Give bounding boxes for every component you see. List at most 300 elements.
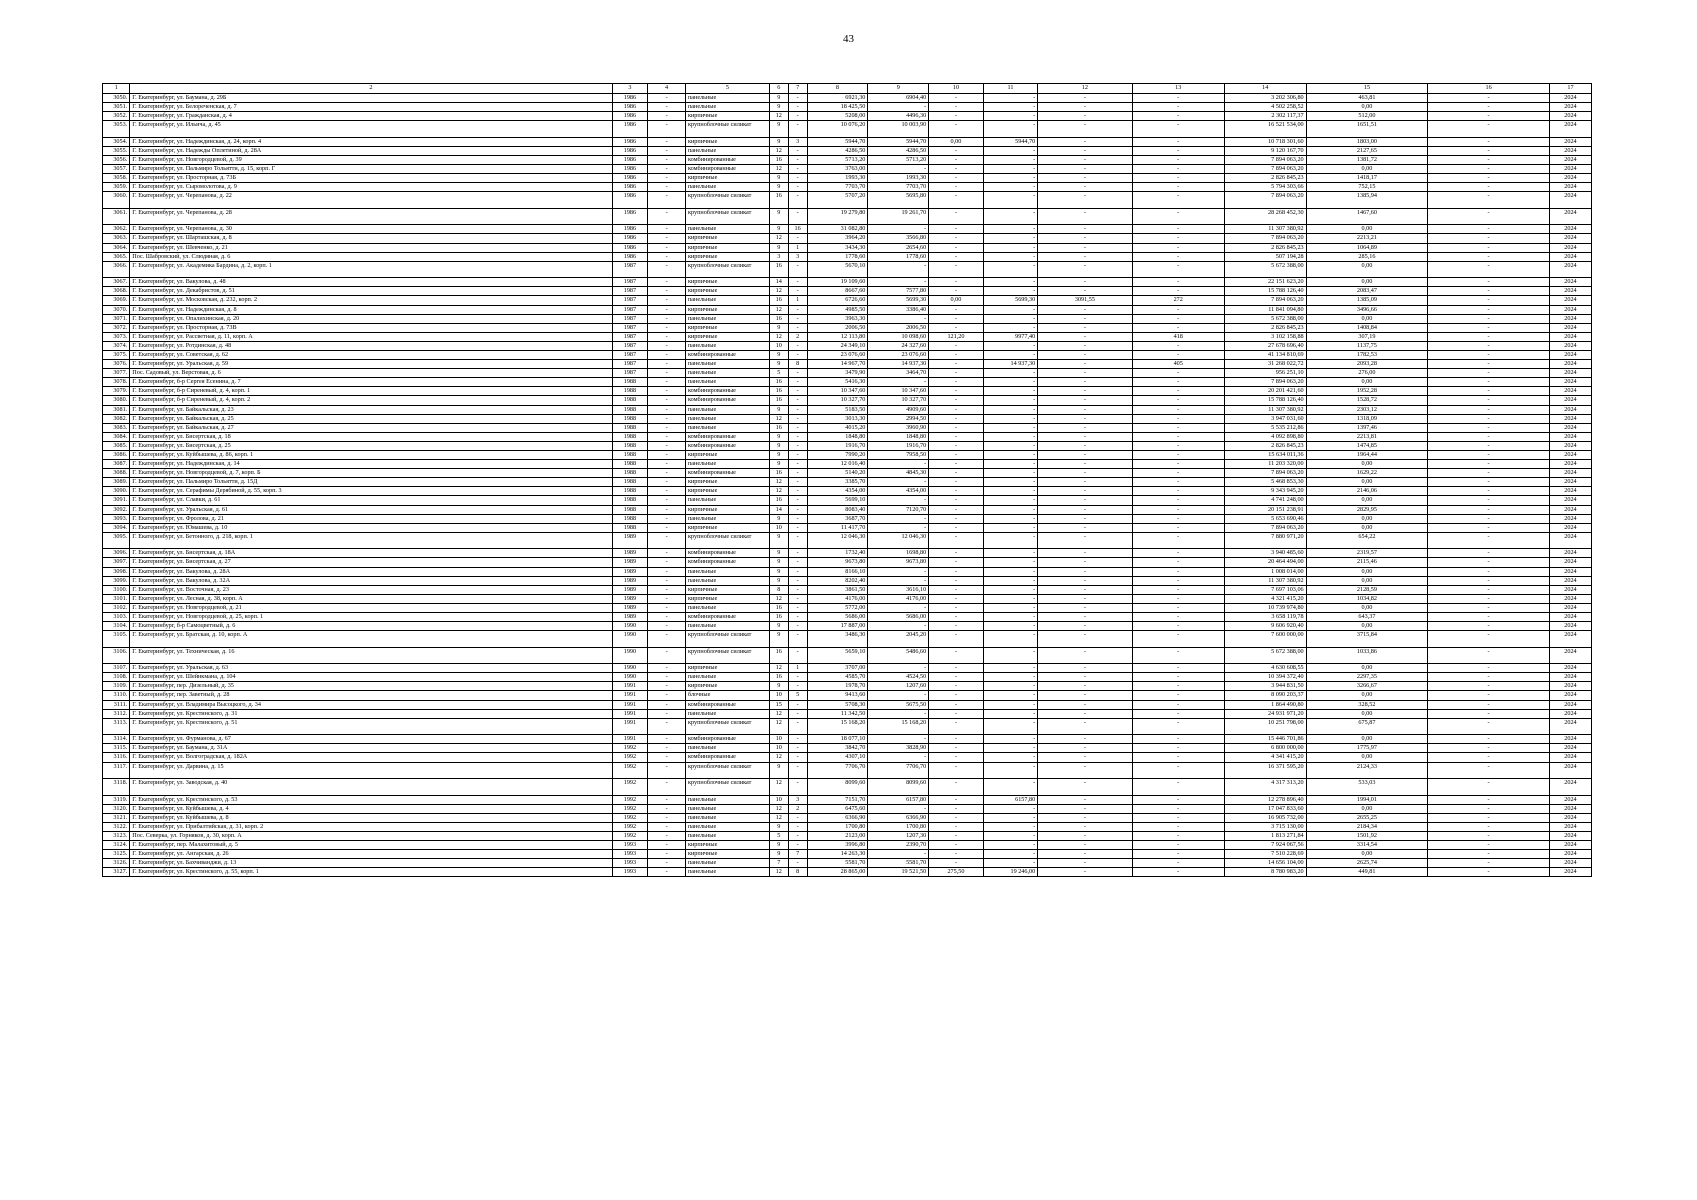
cell-total-area: 8667,60: [807, 287, 868, 296]
cell-wall-material: крупноблочные силикат: [685, 631, 769, 648]
cell-address: Г. Екатеринбург, ул. Бисертская, д. 27: [130, 558, 612, 567]
cell-cost: 1 864 490,80: [1224, 700, 1306, 709]
table-row: [103, 234, 1592, 243]
cell-col-12: -: [1038, 460, 1132, 469]
cell-living-area: -: [868, 478, 929, 487]
cell-col-16: -: [1428, 121, 1550, 138]
cell-living-area: -: [868, 460, 929, 469]
cell-cost: 2 826 845,23: [1224, 174, 1306, 183]
cell-total-area: 1916,70: [807, 441, 868, 450]
cell-col-12: -: [1038, 387, 1132, 396]
cell-cost: 4 321 415,20: [1224, 594, 1306, 603]
cell-col-13: -: [1132, 451, 1224, 460]
cell-col-16: -: [1428, 278, 1550, 287]
cell-cost-per-m2: 276,00: [1306, 369, 1428, 378]
cell-col-13: -: [1132, 558, 1224, 567]
cell-col-11: -: [983, 594, 1038, 603]
cell-year-built: 1989: [612, 576, 648, 585]
cell-col-12: -: [1038, 850, 1132, 859]
cell-col-7: -: [788, 631, 807, 648]
table-row: [103, 323, 1592, 332]
cell-cost-per-m2: 2829,95: [1306, 505, 1428, 514]
cell-col-11: -: [983, 323, 1038, 332]
cell-col-13: -: [1132, 859, 1224, 868]
cell-col-11: -: [983, 631, 1038, 648]
cell-cost: 9 120 167,70: [1224, 146, 1306, 155]
cell-cost-per-m2: 1385,94: [1306, 192, 1428, 209]
table-row: [103, 261, 1592, 278]
cell-wall-material: панельные: [685, 514, 769, 523]
cell-address: Г. Екатеринбург, ул. Черепанова, д. 28: [130, 208, 612, 225]
cell-cost-per-m2: 0,00: [1306, 735, 1428, 744]
cell-address: Г. Екатеринбург, ул. Белореченская, д. 7: [130, 103, 612, 112]
cell-floors: 12: [769, 146, 788, 155]
cell-col-16: -: [1428, 341, 1550, 350]
cell-wall-material: кирпичные: [685, 451, 769, 460]
cell-year-planned: 2024: [1549, 332, 1591, 341]
cell-col-11: 6157,80: [983, 795, 1038, 804]
cell-col-16: -: [1428, 813, 1550, 822]
cell-col-16: -: [1428, 350, 1550, 359]
cell-year-planned: 2024: [1549, 585, 1591, 594]
cell-col-10: -: [929, 305, 984, 314]
cell-col-7: -: [788, 700, 807, 709]
cell-year-built: 1991: [612, 718, 648, 735]
cell-cost-per-m2: 0,00: [1306, 567, 1428, 576]
cell-year-built: 1988: [612, 505, 648, 514]
cell-living-area: -: [868, 735, 929, 744]
cell-living-area: -: [868, 261, 929, 278]
cell-col-12: -: [1038, 585, 1132, 594]
cell-year-planned: 2024: [1549, 314, 1591, 323]
cell-col-13: -: [1132, 700, 1224, 709]
cell-col-4: -: [648, 451, 686, 460]
cell-row-number: 3088.: [103, 469, 130, 478]
cell-col-12: -: [1038, 155, 1132, 164]
table-row: [103, 460, 1592, 469]
cell-row-number: 3096.: [103, 549, 130, 558]
cell-cost: 7 894 063,20: [1224, 155, 1306, 164]
table-row: [103, 532, 1592, 549]
table-row: [103, 432, 1592, 441]
cell-living-area: 2045,20: [868, 631, 929, 648]
cell-year-planned: 2024: [1549, 779, 1591, 796]
cell-col-11: -: [983, 146, 1038, 155]
cell-col-11: -: [983, 165, 1038, 174]
cell-col-7: -: [788, 460, 807, 469]
cell-wall-material: панельные: [685, 567, 769, 576]
cell-col-7: -: [788, 822, 807, 831]
cell-col-10: -: [929, 323, 984, 332]
cell-col-4: -: [648, 831, 686, 840]
cell-year-built: 1986: [612, 174, 648, 183]
cell-col-10: -: [929, 753, 984, 762]
cell-cost: 4 341 415,20: [1224, 753, 1306, 762]
cell-living-area: 5686,00: [868, 613, 929, 622]
cell-col-16: -: [1428, 576, 1550, 585]
cell-col-7: -: [788, 753, 807, 762]
cell-col-11: 5699,30: [983, 296, 1038, 305]
cell-col-13: -: [1132, 441, 1224, 450]
cell-col-13: -: [1132, 225, 1224, 234]
cell-col-10: -: [929, 779, 984, 796]
cell-total-area: 2006,50: [807, 323, 868, 332]
cell-col-10: -: [929, 673, 984, 682]
cell-living-area: 4524,50: [868, 673, 929, 682]
cell-total-area: 4307,10: [807, 753, 868, 762]
cell-col-13: -: [1132, 631, 1224, 648]
cell-cost: 3 940 485,60: [1224, 549, 1306, 558]
cell-col-16: -: [1428, 514, 1550, 523]
cell-wall-material: комбинированные: [685, 165, 769, 174]
cell-total-area: 12 046,30: [807, 532, 868, 549]
cell-year-planned: 2024: [1549, 762, 1591, 779]
cell-living-area: 5675,50: [868, 700, 929, 709]
cell-total-area: 9413,60: [807, 691, 868, 700]
cell-living-area: 7577,80: [868, 287, 929, 296]
cell-cost: 5 653 690,46: [1224, 514, 1306, 523]
cell-col-16: -: [1428, 414, 1550, 423]
cell-floors: 9: [769, 94, 788, 103]
cell-col-16: -: [1428, 735, 1550, 744]
cell-address: Г. Екатеринбург, пер. Малахитовый, д. 5: [130, 841, 612, 850]
table-row: [103, 165, 1592, 174]
cell-year-planned: 2024: [1549, 225, 1591, 234]
cell-col-13: -: [1132, 261, 1224, 278]
cell-living-area: -: [868, 103, 929, 112]
cell-col-11: -: [983, 414, 1038, 423]
cell-wall-material: крупноблочные силикат: [685, 261, 769, 278]
table-row: [103, 305, 1592, 314]
cell-wall-material: панельные: [685, 496, 769, 505]
cell-col-12: -: [1038, 718, 1132, 735]
cell-year-built: 1990: [612, 631, 648, 648]
cell-col-12: -: [1038, 378, 1132, 387]
cell-floors: 9: [769, 137, 788, 146]
table-row: [103, 387, 1592, 396]
cell-floors: 10: [769, 735, 788, 744]
cell-address: Г. Екатеринбург, ул. Сыромолотова, д. 9: [130, 183, 612, 192]
cell-col-10: -: [929, 460, 984, 469]
cell-year-planned: 2024: [1549, 532, 1591, 549]
cell-wall-material: панельные: [685, 576, 769, 585]
cell-col-4: -: [648, 94, 686, 103]
cell-floors: 12: [769, 594, 788, 603]
cell-col-13: -: [1132, 795, 1224, 804]
cell-row-number: 3064.: [103, 243, 130, 252]
cell-row-number: 3114.: [103, 735, 130, 744]
cell-total-area: 8083,40: [807, 505, 868, 514]
table-row: [103, 112, 1592, 121]
cell-col-10: -: [929, 451, 984, 460]
cell-col-7: -: [788, 718, 807, 735]
cell-row-number: 3053.: [103, 121, 130, 138]
cell-col-10: -: [929, 744, 984, 753]
cell-year-built: 1986: [612, 234, 648, 243]
cell-col-13: 272: [1132, 296, 1224, 305]
cell-floors: 9: [769, 441, 788, 450]
cell-col-10: -: [929, 813, 984, 822]
cell-cost: 14 656 104,00: [1224, 859, 1306, 868]
table-row: [103, 505, 1592, 514]
cell-col-13: -: [1132, 822, 1224, 831]
cell-year-built: 1988: [612, 423, 648, 432]
cell-address: Г. Екатеринбург, ул. Вакулова, д. 28А: [130, 567, 612, 576]
cell-col-10: -: [929, 514, 984, 523]
cell-cost: 20 201 421,60: [1224, 387, 1306, 396]
cell-col-4: -: [648, 234, 686, 243]
cell-col-12: -: [1038, 192, 1132, 209]
cell-total-area: 5699,10: [807, 496, 868, 505]
cell-col-10: -: [929, 341, 984, 350]
cell-col-10: -: [929, 523, 984, 532]
table-row: [103, 795, 1592, 804]
cell-wall-material: комбинированные: [685, 613, 769, 622]
cell-cost: 7 894 063,20: [1224, 165, 1306, 174]
cell-cost: 10 394 372,40: [1224, 673, 1306, 682]
cell-col-4: -: [648, 350, 686, 359]
table-row: [103, 709, 1592, 718]
cell-cost: 3 658 119,78: [1224, 613, 1306, 622]
cell-year-planned: 2024: [1549, 753, 1591, 762]
table-row: [103, 103, 1592, 112]
cell-floors: 16: [769, 378, 788, 387]
cell-total-area: 5416,30: [807, 378, 868, 387]
table-row: [103, 603, 1592, 612]
cell-year-planned: 2024: [1549, 567, 1591, 576]
cell-row-number: 3076.: [103, 360, 130, 369]
cell-col-13: -: [1132, 387, 1224, 396]
cell-cost: 3 102 158,88: [1224, 332, 1306, 341]
cell-living-area: -: [868, 664, 929, 673]
table-row: [103, 735, 1592, 744]
cell-col-4: -: [648, 405, 686, 414]
cell-col-11: -: [983, 744, 1038, 753]
cell-year-planned: 2024: [1549, 804, 1591, 813]
cell-col-11: -: [983, 460, 1038, 469]
cell-total-area: 28 865,00: [807, 868, 868, 877]
cell-col-7: 1: [788, 664, 807, 673]
cell-cost: 2 826 845,23: [1224, 441, 1306, 450]
cell-cost: 8 090 203,37: [1224, 691, 1306, 700]
cell-cost-per-m2: 1501,92: [1306, 831, 1428, 840]
cell-floors: 9: [769, 549, 788, 558]
cell-floors: 12: [769, 234, 788, 243]
cell-col-13: -: [1132, 314, 1224, 323]
table-row: [103, 369, 1592, 378]
cell-row-number: 3092.: [103, 505, 130, 514]
cell-total-area: 4985,50: [807, 305, 868, 314]
cell-year-built: 1989: [612, 532, 648, 549]
cell-row-number: 3127.: [103, 868, 130, 877]
cell-row-number: 3118.: [103, 779, 130, 796]
cell-cost-per-m2: 752,15: [1306, 183, 1428, 192]
cell-floors: 9: [769, 514, 788, 523]
cell-total-area: 4585,70: [807, 673, 868, 682]
cell-col-16: -: [1428, 859, 1550, 868]
cell-col-16: -: [1428, 647, 1550, 664]
cell-living-area: -: [868, 314, 929, 323]
cell-year-planned: 2024: [1549, 305, 1591, 314]
cell-col-10: -: [929, 850, 984, 859]
cell-floors: 12: [769, 165, 788, 174]
cell-cost: 15 788 126,40: [1224, 287, 1306, 296]
cell-wall-material: панельные: [685, 859, 769, 868]
cell-col-12: -: [1038, 647, 1132, 664]
cell-address: Г. Екатеринбург, ул. Крестинского, д. 53: [130, 795, 612, 804]
cell-col-16: -: [1428, 460, 1550, 469]
cell-year-built: 1992: [612, 779, 648, 796]
cell-total-area: 8166,10: [807, 567, 868, 576]
cell-col-11: -: [983, 387, 1038, 396]
cell-year-planned: 2024: [1549, 287, 1591, 296]
cell-col-4: -: [648, 423, 686, 432]
cell-col-13: -: [1132, 469, 1224, 478]
cell-col-4: -: [648, 850, 686, 859]
cell-col-7: -: [788, 278, 807, 287]
cell-floors: 9: [769, 841, 788, 850]
cell-col-12: -: [1038, 314, 1132, 323]
cell-year-built: 1990: [612, 673, 648, 682]
cell-living-area: -: [868, 567, 929, 576]
cell-wall-material: панельные: [685, 296, 769, 305]
cell-cost: 3 715 130,00: [1224, 822, 1306, 831]
cell-col-10: -: [929, 691, 984, 700]
cell-year-planned: 2024: [1549, 682, 1591, 691]
cell-col-4: -: [648, 514, 686, 523]
cell-col-13: -: [1132, 112, 1224, 121]
table-row: [103, 514, 1592, 523]
cell-wall-material: крупноблочные силикат: [685, 779, 769, 796]
cell-wall-material: комбинированные: [685, 387, 769, 396]
cell-col-4: -: [648, 523, 686, 532]
cell-col-13: -: [1132, 647, 1224, 664]
cell-living-area: 1207,30: [868, 831, 929, 840]
cell-col-12: -: [1038, 804, 1132, 813]
cell-cost-per-m2: 1629,22: [1306, 469, 1428, 478]
cell-col-11: -: [983, 469, 1038, 478]
cell-floors: 9: [769, 532, 788, 549]
cell-col-13: -: [1132, 369, 1224, 378]
cell-col-13: -: [1132, 103, 1224, 112]
cell-total-area: 6921,30: [807, 94, 868, 103]
cell-col-7: -: [788, 779, 807, 796]
cell-col-7: -: [788, 369, 807, 378]
cell-col-13: -: [1132, 405, 1224, 414]
cell-col-7: -: [788, 165, 807, 174]
cell-address: Г. Екатеринбург, ул. Восточная, д. 23: [130, 585, 612, 594]
cell-col-11: -: [983, 378, 1038, 387]
cell-address: Пос. Садовый, ул. Верстовая, д. 6: [130, 369, 612, 378]
cell-col-7: -: [788, 831, 807, 840]
cell-living-area: 1698,80: [868, 549, 929, 558]
cell-address: Г. Екатеринбург, ул. Крестинского, д. 51: [130, 718, 612, 735]
cell-year-planned: 2024: [1549, 441, 1591, 450]
cell-address: Г. Екатеринбург, ул. Крестинского, д. 31: [130, 709, 612, 718]
cell-col-12: -: [1038, 360, 1132, 369]
cell-year-planned: 2024: [1549, 549, 1591, 558]
cell-year-planned: 2024: [1549, 859, 1591, 868]
table-row: [103, 744, 1592, 753]
cell-col-13: -: [1132, 868, 1224, 877]
cell-cost: 16 521 534,00: [1224, 121, 1306, 138]
cell-floors: 9: [769, 174, 788, 183]
cell-year-planned: 2024: [1549, 323, 1591, 332]
cell-year-built: 1987: [612, 360, 648, 369]
cell-col-4: -: [648, 753, 686, 762]
cell-wall-material: панельные: [685, 314, 769, 323]
cell-col-13: -: [1132, 709, 1224, 718]
cell-wall-material: кирпичные: [685, 478, 769, 487]
cell-col-12: -: [1038, 700, 1132, 709]
cell-floors: 12: [769, 709, 788, 718]
cell-total-area: 14 967,70: [807, 360, 868, 369]
cell-row-number: 3060.: [103, 192, 130, 209]
cell-wall-material: комбинированные: [685, 350, 769, 359]
cell-year-planned: 2024: [1549, 146, 1591, 155]
cell-col-13: -: [1132, 414, 1224, 423]
cell-col-11: -: [983, 155, 1038, 164]
cell-cost-per-m2: 1782,53: [1306, 350, 1428, 359]
cell-wall-material: кирпичные: [685, 664, 769, 673]
header-cell-year-planned: 17: [1549, 84, 1591, 94]
cell-wall-material: панельные: [685, 603, 769, 612]
cell-col-16: -: [1428, 103, 1550, 112]
cell-address: Г. Екатеринбург, ул. Юмашева, д. 10: [130, 523, 612, 532]
table-row: [103, 314, 1592, 323]
cell-col-11: -: [983, 314, 1038, 323]
cell-floors: 9: [769, 822, 788, 831]
cell-year-planned: 2024: [1549, 613, 1591, 622]
cell-col-7: -: [788, 451, 807, 460]
cell-total-area: 10 347,60: [807, 387, 868, 396]
cell-col-4: -: [648, 360, 686, 369]
cell-col-7: -: [788, 305, 807, 314]
cell-year-planned: 2024: [1549, 647, 1591, 664]
cell-total-area: 31 082,80: [807, 225, 868, 234]
cell-year-built: 1986: [612, 183, 648, 192]
cell-wall-material: крупноблочные силикат: [685, 718, 769, 735]
cell-col-16: -: [1428, 831, 1550, 840]
cell-col-4: -: [648, 378, 686, 387]
cell-col-11: -: [983, 432, 1038, 441]
cell-col-4: -: [648, 868, 686, 877]
cell-cost-per-m2: 2083,47: [1306, 287, 1428, 296]
cell-cost-per-m2: 675,87: [1306, 718, 1428, 735]
cell-col-10: -: [929, 378, 984, 387]
cell-col-11: -: [983, 718, 1038, 735]
cell-year-built: 1992: [612, 813, 648, 822]
cell-year-built: 1987: [612, 278, 648, 287]
cell-row-number: 3093.: [103, 514, 130, 523]
cell-row-number: 3120.: [103, 804, 130, 813]
cell-col-10: 121,20: [929, 332, 984, 341]
cell-total-area: 9673,80: [807, 558, 868, 567]
cell-col-13: -: [1132, 234, 1224, 243]
cell-total-area: 19 109,60: [807, 278, 868, 287]
cell-year-planned: 2024: [1549, 165, 1591, 174]
cell-living-area: 1848,80: [868, 432, 929, 441]
cell-row-number: 3063.: [103, 234, 130, 243]
cell-floors: 9: [769, 243, 788, 252]
cell-col-13: -: [1132, 576, 1224, 585]
cell-col-11: -: [983, 305, 1038, 314]
cell-row-number: 3087.: [103, 460, 130, 469]
cell-year-built: 1992: [612, 744, 648, 753]
cell-year-planned: 2024: [1549, 523, 1591, 532]
cell-col-16: -: [1428, 323, 1550, 332]
cell-year-planned: 2024: [1549, 278, 1591, 287]
